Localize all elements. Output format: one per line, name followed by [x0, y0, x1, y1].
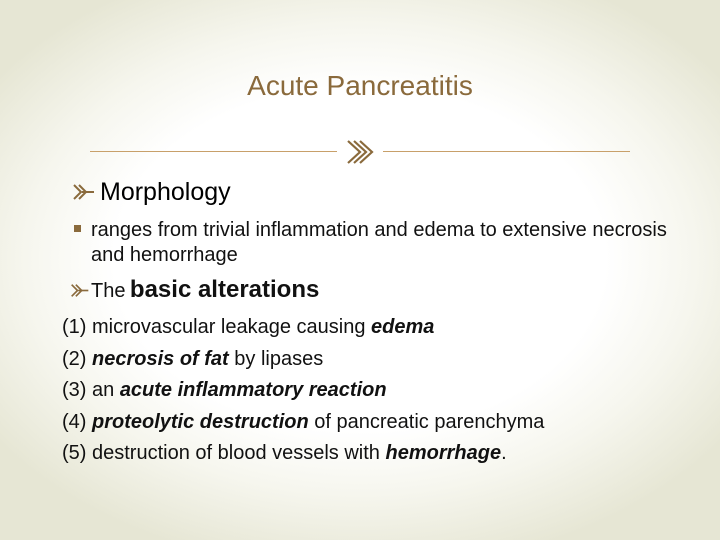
- alterations-list: [62, 312, 702, 470]
- sub-bullet-text: ranges from trivial inflammation and edema to extensive necrosis and hemorrhage: [91, 219, 667, 266]
- emphasis: proteolytic destruction: [92, 410, 309, 433]
- sub-bullet: [72, 218, 672, 268]
- list-item: (3) an acute inflammatory reaction: [62, 379, 387, 401]
- basic-prefix: The: [91, 280, 126, 302]
- arrow-bullet-icon: [72, 183, 96, 201]
- list-item: (5) destruction of blood vessels with hemorrhage.: [62, 442, 507, 464]
- emphasis: necrosis of fat: [92, 347, 229, 370]
- list-item: (1) microvascular leakage causing edema: [62, 316, 435, 338]
- basic-label: basic alterations: [129, 276, 320, 303]
- title-divider: [90, 138, 630, 166]
- heading-morphology: Morphology: [100, 178, 231, 206]
- slide-title: Acute Pancreatitis: [247, 70, 473, 101]
- emphasis: edema: [371, 316, 435, 338]
- list-item: (4) proteolytic destruction of pancreatic parenchyma: [62, 410, 545, 433]
- decorative-scroll-ornament-icon: [344, 138, 376, 166]
- emphasis: hemorrhage: [385, 442, 502, 464]
- divider-line-right: [383, 151, 630, 152]
- emphasis: acute inflammatory reaction: [119, 379, 387, 401]
- list-item: (2) necrosis of fat by lipases: [62, 347, 324, 370]
- square-bullet-icon: [74, 225, 81, 232]
- arrow-bullet-icon: [70, 283, 90, 298]
- divider-line-left: [90, 151, 337, 152]
